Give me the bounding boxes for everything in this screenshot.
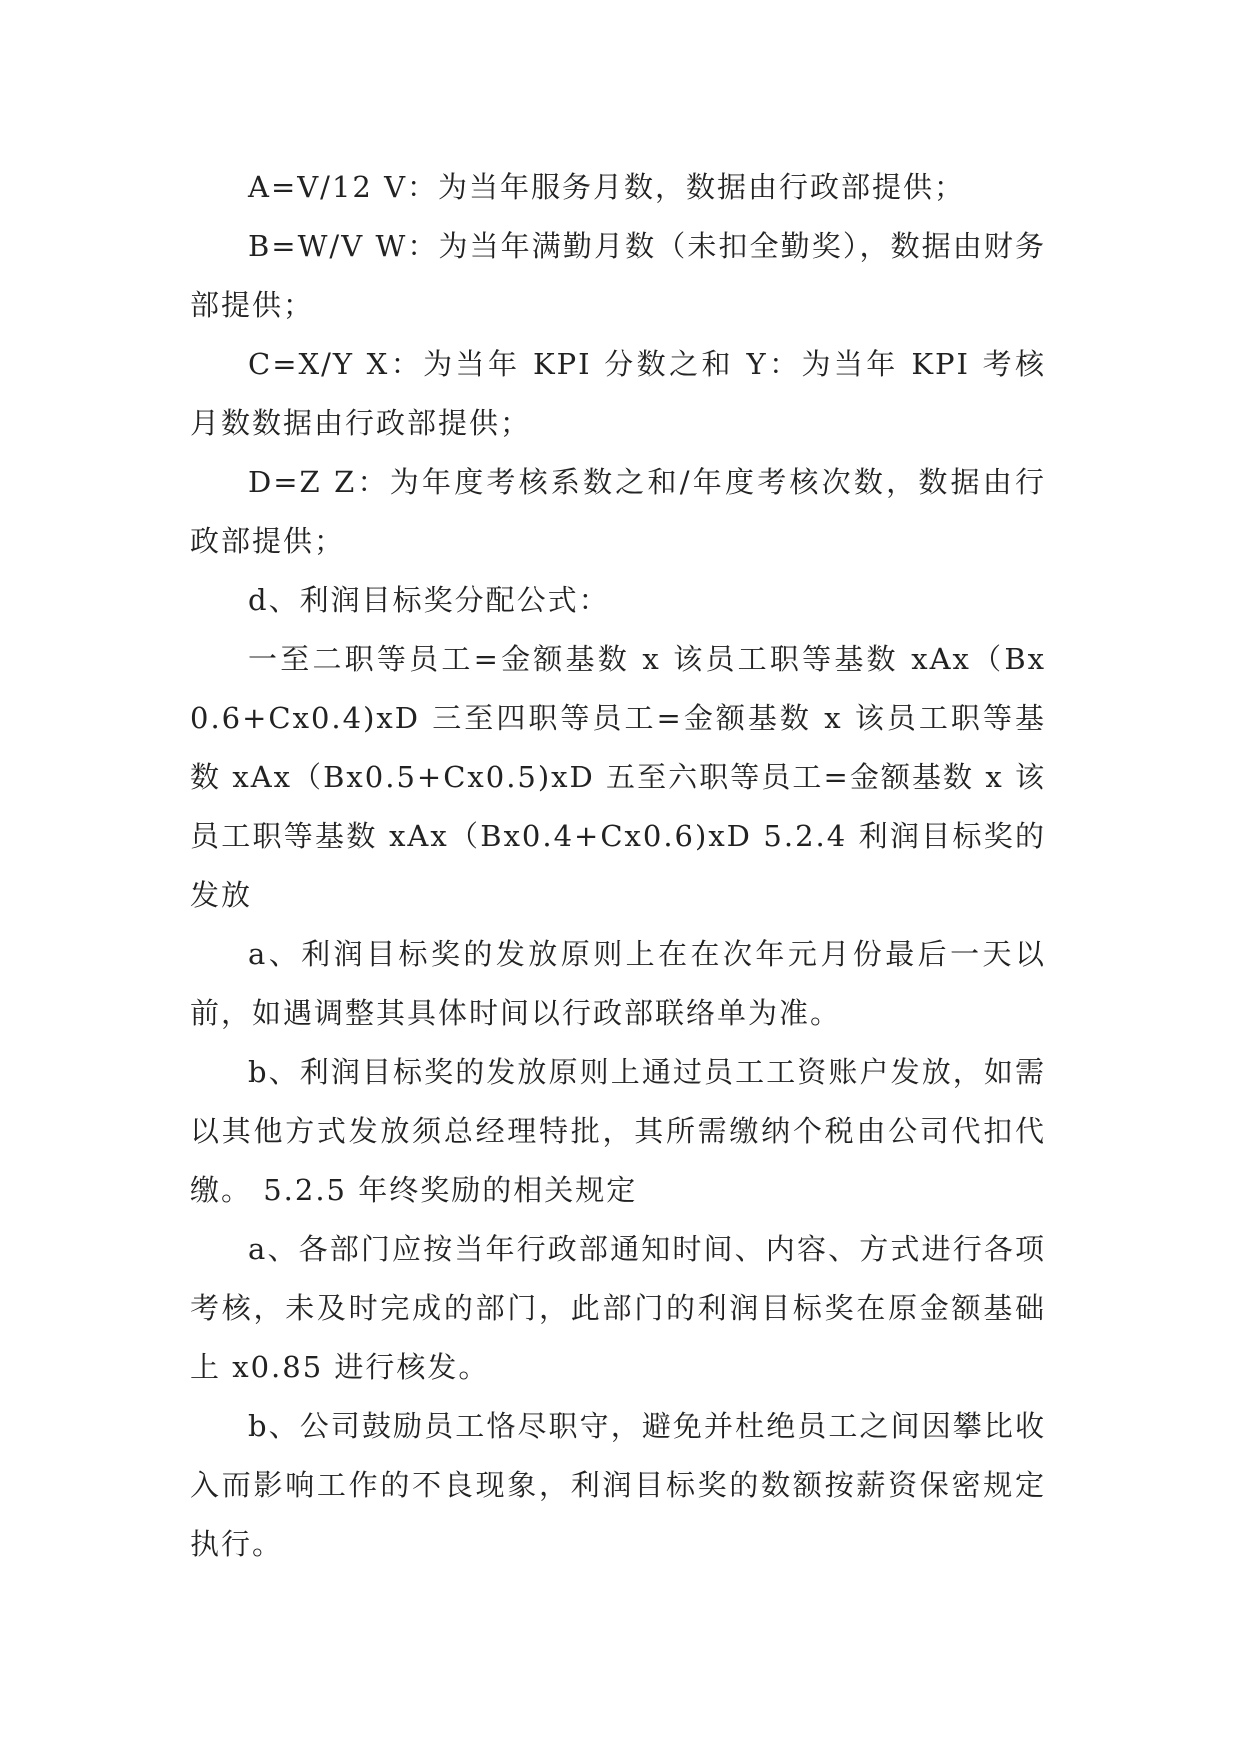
paragraph-formula-a: A=V/12 V：为当年服务月数，数据由行政部提供； <box>248 170 966 204</box>
paragraph-payout-method: b、利润目标奖的发放原则上通过员工工资账户发放，如需以其他方式发放须总经理特批，其所需缴纳个税由公司代扣代缴。 5.2.5 年终奖励的相关规定 <box>190 1055 1046 1207</box>
paragraph-payout-timing: a、利润目标奖的发放原则上在在次年元月份最后一天以前，如遇调整其具体时间以行政部联络单为准。 <box>190 937 1046 1030</box>
paragraph-confidentiality: b、公司鼓励员工恪尽职守，避免并杜绝员工之间因攀比收入而影响工作的不良现象，利润目标奖的数额按薪资保密规定执行。 <box>190 1409 1046 1561</box>
paragraph-distribution-formulas: 一至二职等员工=金额基数 x 该员工职等基数 xAx（Bx0.6+Cx0.4)xD 三至四职等员工=金额基数 x 该员工职等基数 xAx（Bx0.5+Cx0.5)xD 五至六职等员工=金额基数 x 该员工职等基数 xAx（Bx0.4+Cx0.6)xD 5.2.4 利润目标奖的发放 <box>190 642 1046 912</box>
paragraph-formula-d: D=Z Z：为年度考核系数之和/年度考核次数，数据由行政部提供； <box>190 465 1046 558</box>
paragraph-formula-b: B=W/V W：为当年满勤月数（未扣全勤奖），数据由财务部提供； <box>190 229 1046 322</box>
document-body <box>190 158 1046 1574</box>
paragraph-formula-c: C=X/Y X：为当年 KPI 分数之和 Y：为当年 KPI 考核月数数据由行政部提供； <box>190 347 1046 440</box>
paragraph-distribution-heading: d、利润目标奖分配公式： <box>248 583 610 617</box>
paragraph-department-assessment: a、各部门应按当年行政部通知时间、内容、方式进行各项考核，未及时完成的部门，此部门的利润目标奖在原金额基础上 x0.85 进行核发。 <box>190 1232 1046 1384</box>
